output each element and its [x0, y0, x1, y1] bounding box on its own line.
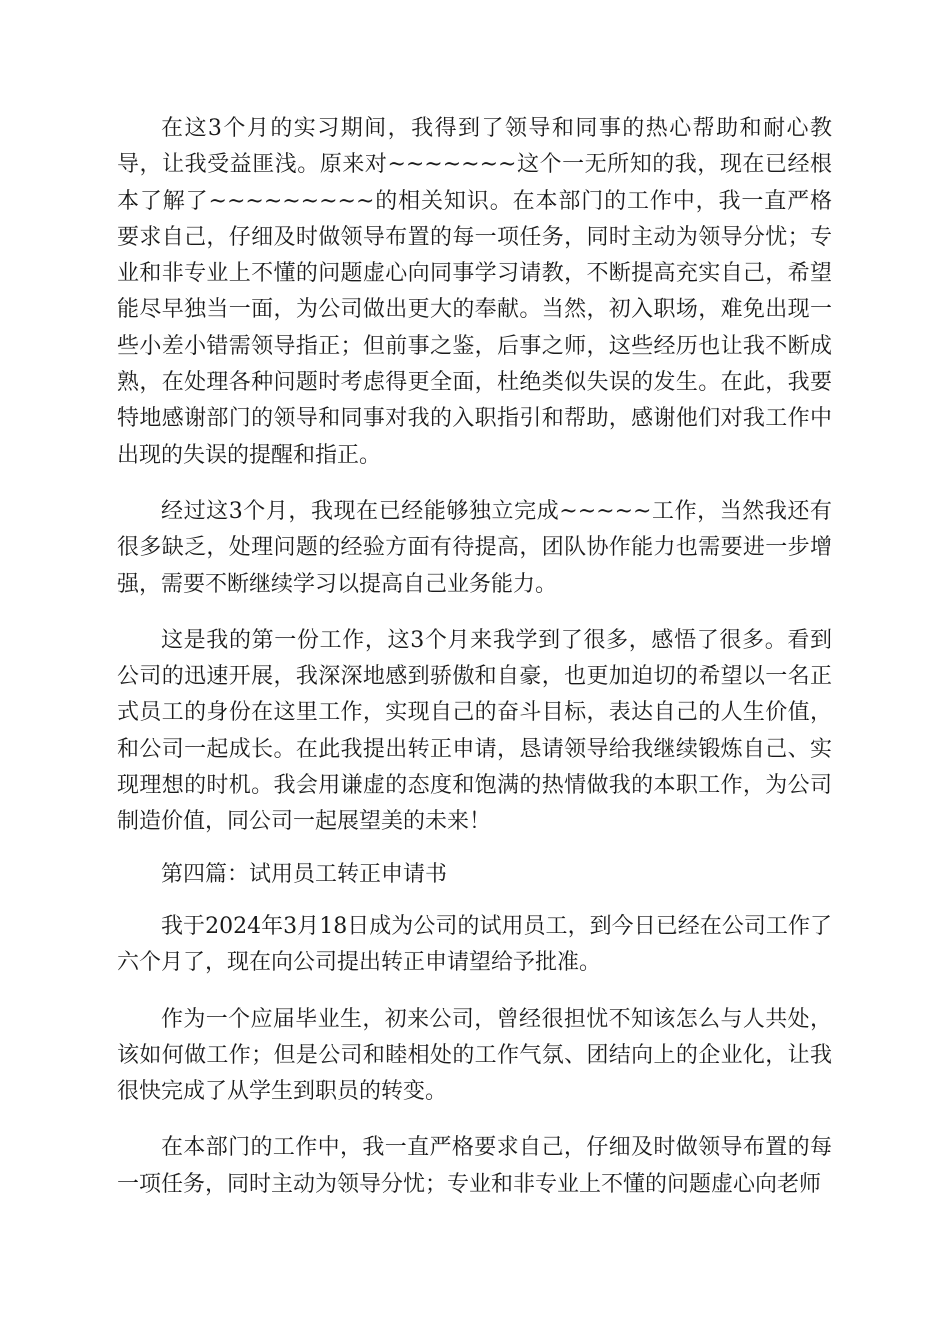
section-heading: 第四篇：试用员工转正申请书: [161, 861, 448, 887]
paragraph-graduate: 作为一个应届毕业生，初来公司，曾经很担忧不知该怎么与人共处，该如何做工作；但是公司和睦相处的工作气氛、团结向上的企业化，让我很快完成了从学生到职员的转变。: [117, 1006, 832, 1105]
paragraph-internship-gratitude: 在这3个月的实习期间，我得到了领导和同事的热心帮助和耐心教导，让我受益匪浅。原来对~~~~~~~这个一无所知的我，现在已经根本了解了~~~~~~~~~的相关知识。在本部门的工作中，我一直严格要求自己，仔细及时做领导布置的每一项任务，同时主动为领导分忧；专业和非专业上不懂的问题虚心向同事学习请教，不断提高充实自己，希望能尽早独当一面，为公司做出更大的奉献。当然，初入职场，难免出现一些小差小错需领导指正；但前事之鉴，后事之师，这些经历也让我不断成熟，在处理各种问题时考虑得更全面，杜绝类似失误的发生。在此，我要特地感谢部门的领导和同事对我的入职指引和帮助，感谢他们对我工作中出现的失误的提醒和指正。: [117, 116, 832, 468]
paragraph-independent-work: 经过这3个月，我现在已经能够独立完成~~~~~工作，当然我还有很多缺乏，处理问题的经验方面有待提高，团队协作能力也需要进一步增强，需要不断继续学习以提高自己业务能力。: [117, 498, 832, 597]
paragraph-department-work: 在本部门的工作中，我一直严格要求自己，仔细及时做领导布置的每一项任务，同时主动为领导分忧；专业和非专业上不懂的问题虚心向老师: [117, 1135, 832, 1197]
paragraph-first-job: 这是我的第一份工作，这3个月来我学到了很多，感悟了很多。看到公司的迅速开展，我深深地感到骄傲和自豪，也更加迫切的希望以一名正式员工的身份在这里工作，实现自己的奋斗目标，表达自己的人生价值，和公司一起成长。在此我提出转正申请，恳请领导给我继续锻炼自己、实现理想的时机。我会用谦虚的态度和饱满的热情做我的本职工作，为公司制造价值，同公司一起展望美的未来！: [117, 627, 832, 835]
paragraph-trial-employee: 我于2024年3月18日成为公司的试用员工，到今日已经在公司工作了六个月了，现在向公司提出转正申请望给予批准。: [117, 913, 832, 976]
